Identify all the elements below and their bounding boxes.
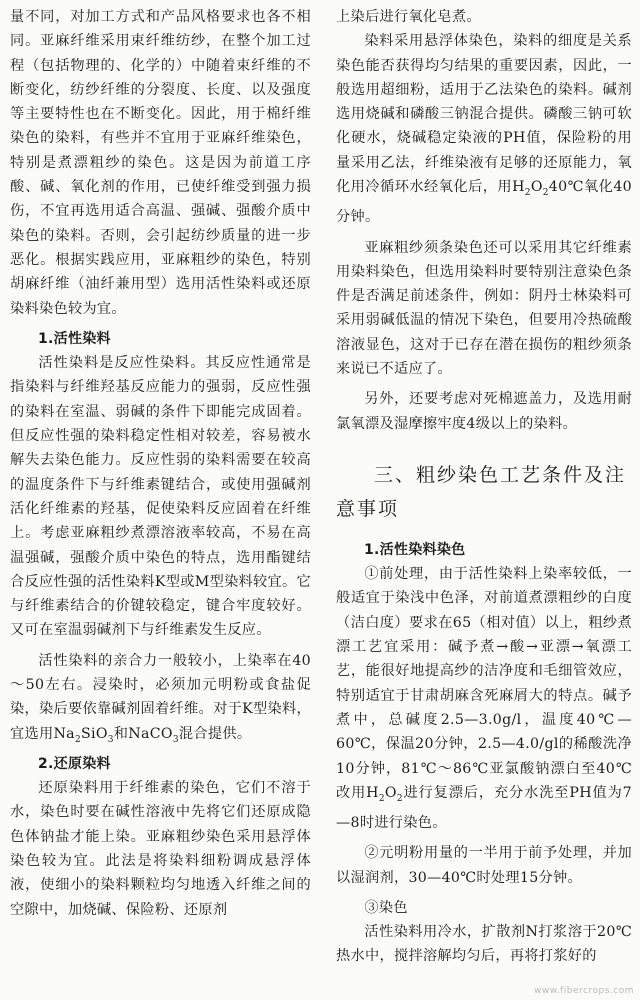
paragraph-suspension-dyeing: 染料采用悬浮体染色，染料的细度是关系染色能否获得均匀结果的重要因素，因此，一般选用超细粉，适用于乙法染色的染料。碱剂选用烧碱和磷酸三钠混合提供。磷酸三钠可软化硬水，烧碱稳定染液的PH值，保险粉的用量采用乙法，纤维染液有足够的还原能力，氧化用冷循环水经氧化后，用$H_2O_240℃$氧化40分钟。 (336, 33, 633, 226)
left-column (10, 5, 311, 922)
section-title: 三、粗纱染色工艺条件及注意事项 (336, 463, 627, 520)
paragraph-reactive-dyes: 活性染料是反应性染料。其反应性通常是指染料与纤维羟基反应能力的强弱，反应性强的染料在室温、弱碱的条件下即能完成固着。但反应性强的染料稳定性相对较差，容易被水解失去染色能力。反应性弱的染料需要在较高的温度条件下与纤维素键结合，或使用强碱剂活化纤维素的羟基，促使染料反应固着在纤维上。考虑亚麻粗纱煮漂溶液率较高，不易在高温强碱，强酸介质中染色的特点，选用酯键结合反应性强的活性染料K型或M型染料较宜。它与纤维素结合的价键较稳定，键合牢度较好。又可在室温弱碱剂下与纤维素发生反应。 (10, 355, 311, 639)
paragraph-fastness: 另外，还要考虑对死棉遮盖力，及选用耐氯氧漂及湿摩擦牢度4级以上的染料。 (336, 391, 632, 432)
heading-dyeing-step: ③染色 (364, 899, 408, 916)
paragraph-dyeing: 活性染料用冷水，扩散剂N打浆溶于20℃热水中，搅拌溶解均匀后，再将打浆好的 (336, 924, 632, 965)
heading-vat-dyes: 2.还原染料 (38, 755, 111, 772)
right-column (336, 5, 632, 969)
paragraph-other-dyes: 亚麻粗纱须条染色还可以采用其它纤维素用染料染色，但选用染料时要特别注意染色条件是否满足前述条件，例如：阴丹士林染料可采用弱碱低温的情况下染色，但要用冷热硫酸溶液显色，这对于已存在潜在损伤的粗纱须条来说已不适应了。 (336, 239, 632, 377)
paragraph-glauber-salt: ②元明粉用量的一半用于前予处理，并加以湿润剂，30—40℃时处理15分钟。 (336, 845, 632, 886)
paragraph-intro: 量不同，对加工方式和产品风格要求也各不相同。亚麻纤维采用束纤维纺纱，在整个加工过程（包括物理的、化学的）中随着束纤维的不断变化，纺纱纤维的分裂度、长度、以及强度等主要特性也在不断变化。因此，用于棉纤维染色的染料，有些并不宜用于亚麻纤维染色，特别是煮漂粗纱的染色。这是因为前道工序酸、碱、氧化剂的作用，已使纤维受到强力损伤，不宜再选用适合高温、强碱、强酸介质中染色的染料。否则，会引起纺纱质量的进一步恶化。根据实践应用，亚麻粗纱的染色，特别胡麻纤维（油纤兼用型）选用活性染料或还原染料染色较为宜。 (10, 9, 311, 317)
paragraph-affinity: 活性染料的亲合力一般较小，上染率在40～50左右。浸染时，必须加元明粉或食盐促染，染后要依靠碱剂固着纤维。对于K型染料，宜选用$Na_2SiO_3$和NaCO$_3$混合提供。 (10, 652, 311, 745)
heading-reactive-dyes: 1.活性染料 (38, 330, 111, 347)
paragraph-oxidation: 上染后进行氧化皂煮。 (336, 9, 481, 25)
paragraph-vat-dyes: 还原染料用于纤维素的染色，它们不溶于水，染色时要在碱性溶液中先将它们还原成隐色体钠盐才能上染。亚麻粗纱染色采用悬浮体染色较为宜。此法是将染料细粉调成悬浮体液，使细小的染料颗粒均匀地透入纤维之间的空隙中，加烧碱、保险粉、还原剂 (10, 780, 311, 918)
paragraph-pretreatment: ①前处理，由于活性染料上染率较低，一般适宜于染浅中色泽，对前道煮漂粗纱的白度（洁白度）要求在65（相对值）以上，粗纱煮漂工艺宜采用：碱予煮→酸→亚漂→氧漂工艺，能很好地提高纱的洁净度和毛细管效应，特别适宜于甘肃胡麻含死麻屑大的特点。碱予煮中，总碱度2.5—3.0g/l，温度40℃—60℃，保温20分钟，2.5—4.0/gl的稀酸洗净10分钟，81℃～86℃亚氯酸钠漂白至40℃改用$H_2O_2$进行复漂后，充分水洗至PH值为7—8时进行染色。 (336, 566, 632, 831)
watermark-text: www.fibercrops.com (534, 986, 634, 996)
heading-reactive-dyeing: 1.活性染料染色 (364, 541, 466, 558)
